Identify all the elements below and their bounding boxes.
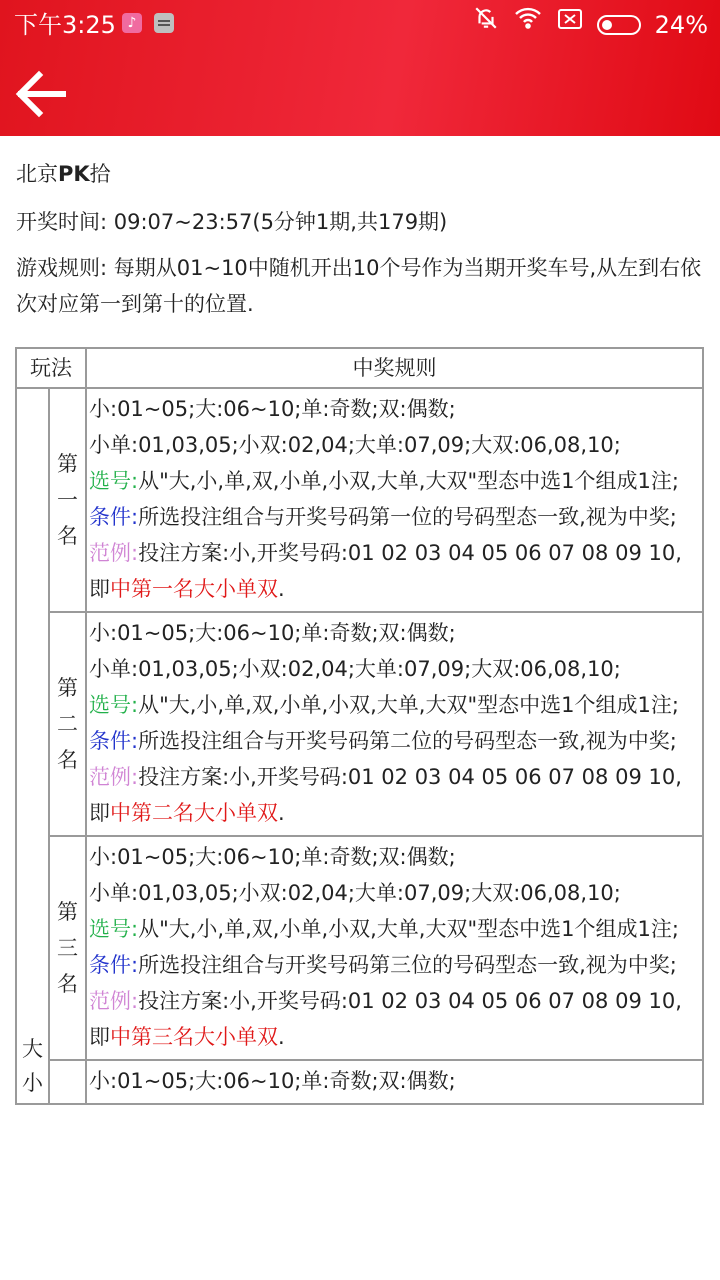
rules-table [15,347,704,1105]
rule-cell: 小:01~05;大:06~10;单:奇数;双:偶数; 小单:01,03,05;小双:02,04;大单:07,09;大双:06,08,10; 选号:从"大,小,单,双,小单,小双,大单,大双"型态中选1个组成1注; 条件:所选投注组合与开奖号码第二位的号码型态一致,视为中奖; 范例:投注方案:小,开奖号码:01 02 03 04 05 06 07 08 09 10,即中第二名大小单双. [86,612,703,836]
status-bar [0,0,720,50]
rule-cell: 小:01~05;大:06~10;单:奇数;双:偶数; 小单:01,03,05;小双:02,04;大单:07,09;大双:06,08,10; 选号:从"大,小,单,双,小单,小双,大单,大双"型态中选1个组成1注; 条件:所选投注组合与开奖号码第一位的号码型态一致,视为中奖; 范例:投注方案:小,开奖号码:01 02 03 04 05 06 07 08 09 10,即中第一名大小单双. [86,388,703,612]
rule-cell: 小:01~05;大:06~10;单:奇数;双:偶数; 小单:01,03,05;小双:02,04;大单:07,09;大双:06,08,10; 选号:从"大,小,单,双,小单,小双,大单,大双"型态中选1个组成1注; 条件:所选投注组合与开奖号码第三位的号码型态一致,视为中奖; 范例:投注方案:小,开奖号码:01 02 03 04 05 06 07 08 09 10,即中第三名大小单双. [86,836,703,1060]
rank-label: 第 一 名 [49,388,86,612]
no-sim-icon [557,0,583,50]
wifi-icon [513,0,543,50]
table-header [16,348,703,388]
game-rules: 游戏规则: 每期从01~10中随机开出10个号作为当期开奖车号,从左到右依次对应第一到第十的位置. [16,256,702,316]
arrow-left-icon [13,67,67,121]
status-time: 下午3:25 [14,11,116,39]
draw-time: 开奖时间: 09:07~23:57(5分钟1期,共179期) [16,210,448,234]
mute-bell-icon [473,0,499,50]
status-icons [473,0,708,50]
app-header [0,0,720,136]
info-section [16,150,706,322]
table-row [16,836,703,1060]
rule-cell: 小:01~05;大:06~10;单:奇数;双:偶数; [86,1060,703,1104]
page-title: 北京PK拾 [16,162,111,186]
table-row [16,612,703,836]
col-rules: 中奖规则 [86,348,703,388]
battery-percent: 24% [654,11,708,39]
table-row [16,1060,703,1104]
rank-label: 第 二 名 [49,612,86,836]
battery-icon [597,15,641,35]
message-notification-icon [154,13,174,33]
rank-label [49,1060,86,1104]
col-play: 玩法 [16,348,86,388]
music-notification-icon: ♪ [122,13,142,33]
back-button[interactable] [10,64,70,124]
rank-label: 第 三 名 [49,836,86,1060]
group-label: 大 小 [16,388,49,1104]
table-row [16,388,703,612]
